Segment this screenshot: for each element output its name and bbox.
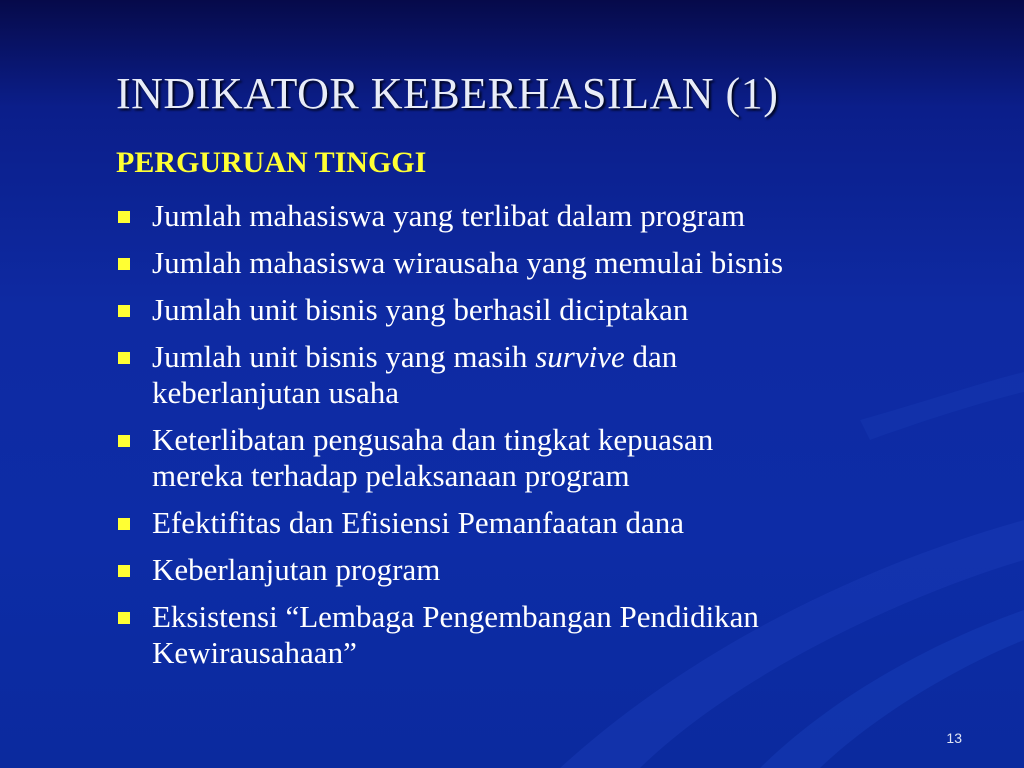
square-bullet-icon — [118, 435, 130, 447]
slide-title: INDIKATOR KEBERHASILAN (1) — [116, 69, 779, 118]
list-item — [116, 339, 956, 411]
list-item-text-post: dan — [624, 339, 678, 374]
square-bullet-icon — [118, 612, 130, 624]
list-item — [116, 245, 956, 281]
list-item-text: Jumlah unit bisnis yang berhasil diciptakan — [152, 292, 689, 327]
list-item-text-emphasis: survive — [535, 339, 625, 374]
list-item-text-line-2: mereka terhadap pelaksanaan program — [152, 458, 630, 493]
list-item-text: Jumlah mahasiswa wirausaha yang memulai bisnis — [152, 245, 784, 280]
list-item-text-line-1: Eksistensi “Lembaga Pengembangan Pendidikan — [152, 599, 759, 634]
square-bullet-icon — [118, 565, 130, 577]
page-number: 13 — [946, 730, 962, 746]
list-item-text: Keberlanjutan program — [152, 552, 441, 587]
list-item — [116, 198, 956, 234]
slide-subtitle: PERGURUAN TINGGI — [116, 146, 427, 179]
list-item-text-line-2: Kewirausahaan” — [152, 635, 357, 670]
list-item-text: Jumlah mahasiswa yang terlibat dalam program — [152, 198, 746, 233]
bullet-list — [116, 198, 956, 682]
square-bullet-icon — [118, 518, 130, 530]
list-item-text: Efektifitas dan Efisiensi Pemanfaatan dana — [152, 505, 684, 540]
list-item — [116, 552, 956, 588]
list-item-text-line-2: keberlanjutan usaha — [152, 375, 400, 410]
list-item — [116, 292, 956, 328]
list-item-text-pre: Jumlah unit bisnis yang masih — [152, 339, 536, 374]
list-item — [116, 505, 956, 541]
list-item-text-line-1 — [152, 339, 956, 375]
list-item — [116, 422, 956, 494]
square-bullet-icon — [118, 258, 130, 270]
square-bullet-icon — [118, 305, 130, 317]
square-bullet-icon — [118, 211, 130, 223]
list-item-text-line-1: Keterlibatan pengusaha dan tingkat kepuasan — [152, 422, 714, 457]
list-item — [116, 599, 956, 671]
square-bullet-icon — [118, 352, 130, 364]
